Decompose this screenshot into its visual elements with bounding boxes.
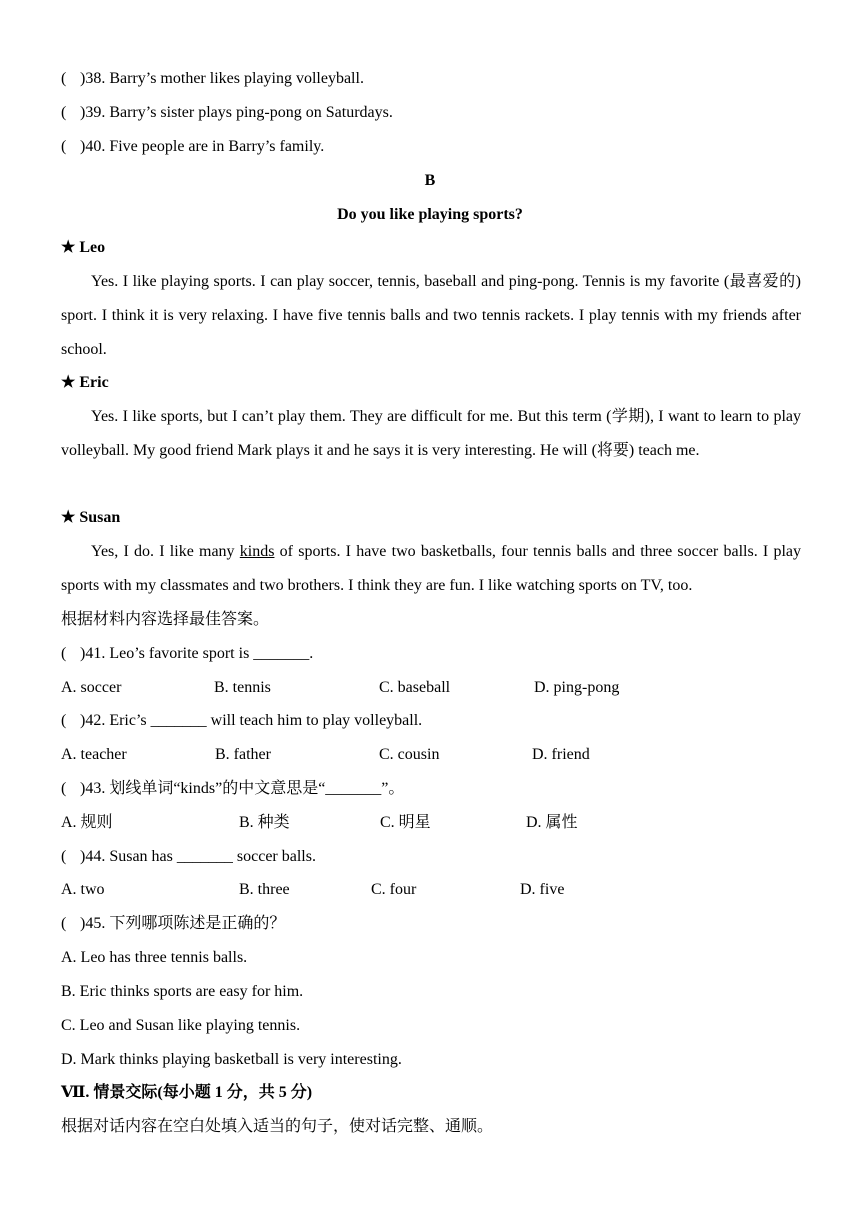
- option-45-d: D. Mark thinks playing basketball is very interesting.: [61, 1051, 402, 1068]
- instruction: 根据材料内容选择最佳答案。: [61, 611, 270, 628]
- question-45: ( )45. 下列哪项陈述是正确的？: [61, 915, 286, 932]
- option-41-d: D. ping-pong: [534, 679, 620, 696]
- option-41-b: B. tennis: [214, 679, 271, 696]
- option-43-a: A. 规则: [61, 814, 113, 831]
- option-43-b: B. 种类: [239, 814, 290, 831]
- question-42: ( )42. Eric’s _______ will teach him to play volleyball.: [61, 712, 423, 729]
- option-43-c: C. 明星: [380, 814, 431, 831]
- question-39: ( )39. Barry’s sister plays ping-pong on Saturdays.: [61, 104, 393, 121]
- option-45-c: C. Leo and Susan like playing tennis.: [61, 1017, 301, 1034]
- option-42-a: A. teacher: [61, 746, 127, 763]
- star-icon: ★: [61, 374, 76, 391]
- section-letter: B: [424, 172, 436, 189]
- question-44: ( )44. Susan has _______ soccer balls.: [61, 848, 316, 865]
- option-45-a: A. Leo has three tennis balls.: [61, 949, 248, 966]
- question-38: ( )38. Barry’s mother likes playing volleyball.: [61, 70, 364, 87]
- option-41-c: C. baseball: [379, 679, 451, 696]
- option-44-c: C. four: [371, 881, 417, 898]
- section-7-instruction: 根据对话内容在空白处填入适当的句子，使对话完整、通顺。: [61, 1118, 494, 1135]
- question-40: ( )40. Five people are in Barry’s family.: [61, 138, 325, 155]
- option-44-a: A. two: [61, 881, 105, 898]
- option-45-b: B. Eric thinks sports are easy for him.: [61, 983, 304, 1000]
- underlined-word: kinds: [239, 543, 275, 560]
- option-42-b: B. father: [215, 746, 271, 763]
- option-44-b: B. three: [239, 881, 290, 898]
- question-41: ( )41. Leo’s favorite sport is _______.: [61, 645, 314, 662]
- option-44-d: D. five: [520, 881, 565, 898]
- speaker-eric: ★ Eric: [61, 374, 109, 391]
- section-7-heading: Ⅶ. 情景交际(每小题 1 分，共 5 分): [61, 1084, 313, 1101]
- star-icon: ★: [61, 509, 76, 526]
- question-43: ( )43. 划线单词“kinds”的中文意思是“_______”。: [61, 780, 405, 797]
- option-43-d: D. 属性: [526, 814, 578, 831]
- star-icon: ★: [61, 239, 76, 256]
- speaker-susan: ★ Susan: [61, 509, 121, 526]
- passage-eric: Yes. I like sports, but I can’t play them. They are difficult for me. But this term (学期), I want to learn to play volleyball. My good friend Mark plays it and he says it is very interesting. He will (将要) teach me.: [61, 408, 801, 459]
- passage-susan: Yes, I do. I like many kinds of sports. I have two basketballs, four tennis balls and three soccer balls. I play sports with my classmates and two brothers. I think they are fun. I like watching sports on TV, too.: [61, 543, 801, 594]
- option-42-d: D. friend: [532, 746, 590, 763]
- speaker-leo: ★ Leo: [61, 239, 106, 256]
- passage-leo: Yes. I like playing sports. I can play soccer, tennis, baseball and ping-pong. Tennis is my favorite (最喜爱的) sport. I think it is very relaxing. I have five tennis balls and two tennis rackets. I play tennis with my friends after school.: [61, 273, 801, 358]
- passage-title: Do you like playing sports?: [337, 206, 523, 223]
- option-41-a: A. soccer: [61, 679, 122, 696]
- option-42-c: C. cousin: [379, 746, 440, 763]
